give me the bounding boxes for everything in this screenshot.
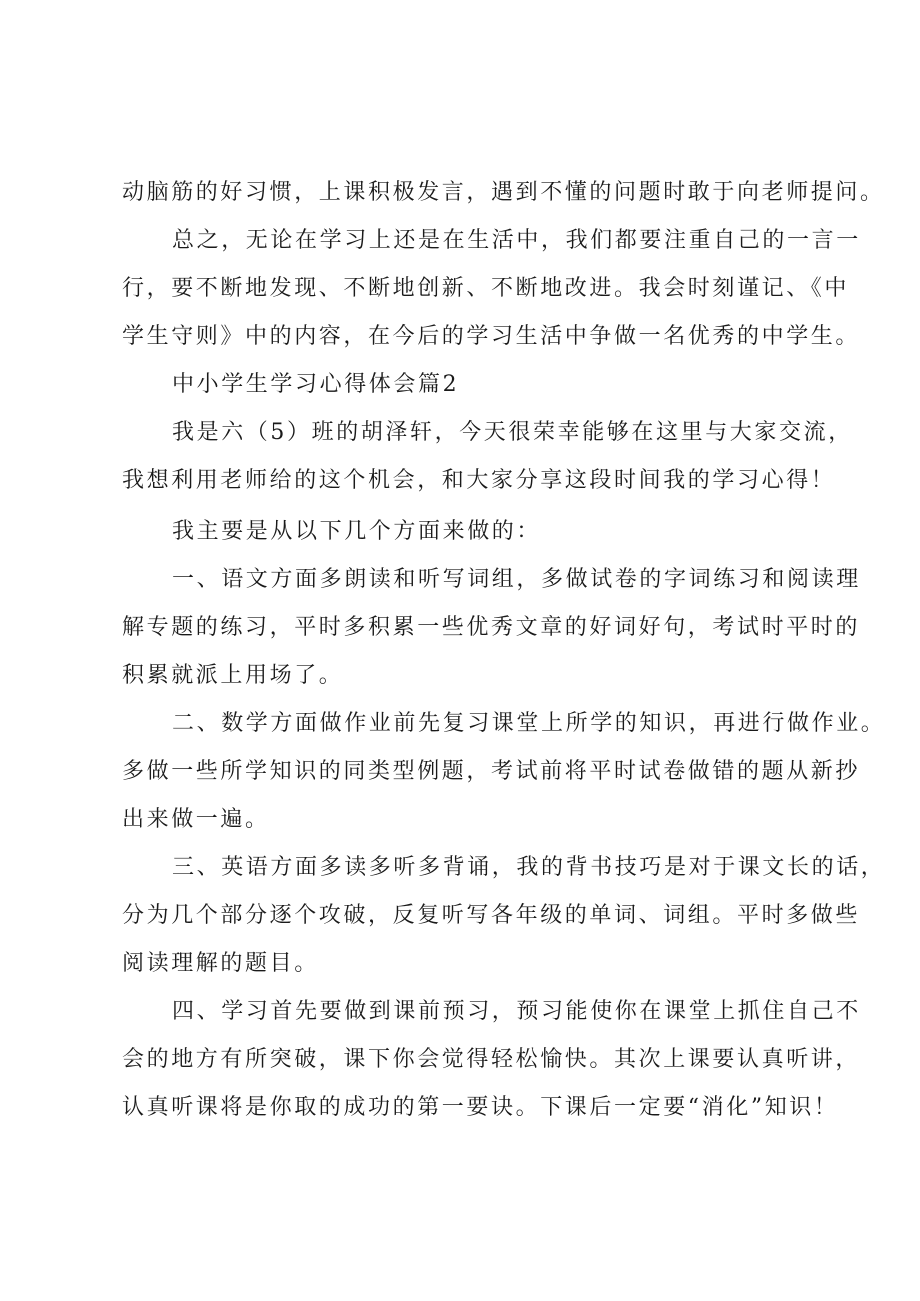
text-line: 会的地方有所突破，课下你会觉得轻松愉快。其次上课要认真听讲，: [122, 1047, 861, 1072]
text-line: 阅读理解的题目。: [122, 951, 319, 976]
text-line: 行，要不断地发现、不断地创新、不断地改进。我会时刻谨记、《中: [122, 276, 850, 301]
text-line: 认真听课将是你取的成功的第一要诀。下课后一定要“消化”知识！: [122, 1095, 839, 1120]
section-heading: 中小学生学习心得体会篇2: [172, 372, 460, 397]
text-line: 学生守则》中的内容，在今后的学习生活中争做一名优秀的中学生。: [122, 324, 861, 349]
paragraph-start-line: 四、学习首先要做到课前预习，预习能使你在课堂上抓住自己不: [172, 999, 861, 1024]
text-line: 解专题的练习，平时多积累一些优秀文章的好词好句，考试时平时的: [122, 615, 861, 640]
text-line: 分为几个部分逐个攻破，反复听写各年级的单词、词组。平时多做些: [122, 903, 861, 928]
text-line: 出来做一遍。: [122, 807, 270, 832]
paragraph-start-line: 我是六（5）班的胡泽轩，今天很荣幸能够在这里与大家交流，: [172, 420, 853, 445]
text-line: 我想利用老师给的这个机会，和大家分享这段时间我的学习心得！: [122, 468, 836, 493]
paragraph-start-line: 二、数学方面做作业前先复习课堂上所学的知识，再进行做作业。: [172, 711, 886, 736]
text-line: 动脑筋的好习惯，上课积极发言，遇到不懂的问题时敢于向老师提问。: [122, 180, 885, 205]
paragraph-start-line: 我主要是从以下几个方面来做的：: [172, 519, 542, 544]
paragraph-start-line: 一、语文方面多朗读和听写词组，多做试卷的字词练习和阅读理: [172, 567, 861, 592]
text-line: 积累就派上用场了。: [122, 663, 344, 688]
text-line: 多做一些所学知识的同类型例题，考试前将平时试卷做错的题从新抄: [122, 759, 861, 784]
paragraph-start-line: 总之，无论在学习上还是在生活中，我们都要注重自己的一言一: [172, 228, 861, 253]
paragraph-start-line: 三、英语方面多读多听多背诵，我的背书技巧是对于课文长的话，: [172, 855, 886, 880]
